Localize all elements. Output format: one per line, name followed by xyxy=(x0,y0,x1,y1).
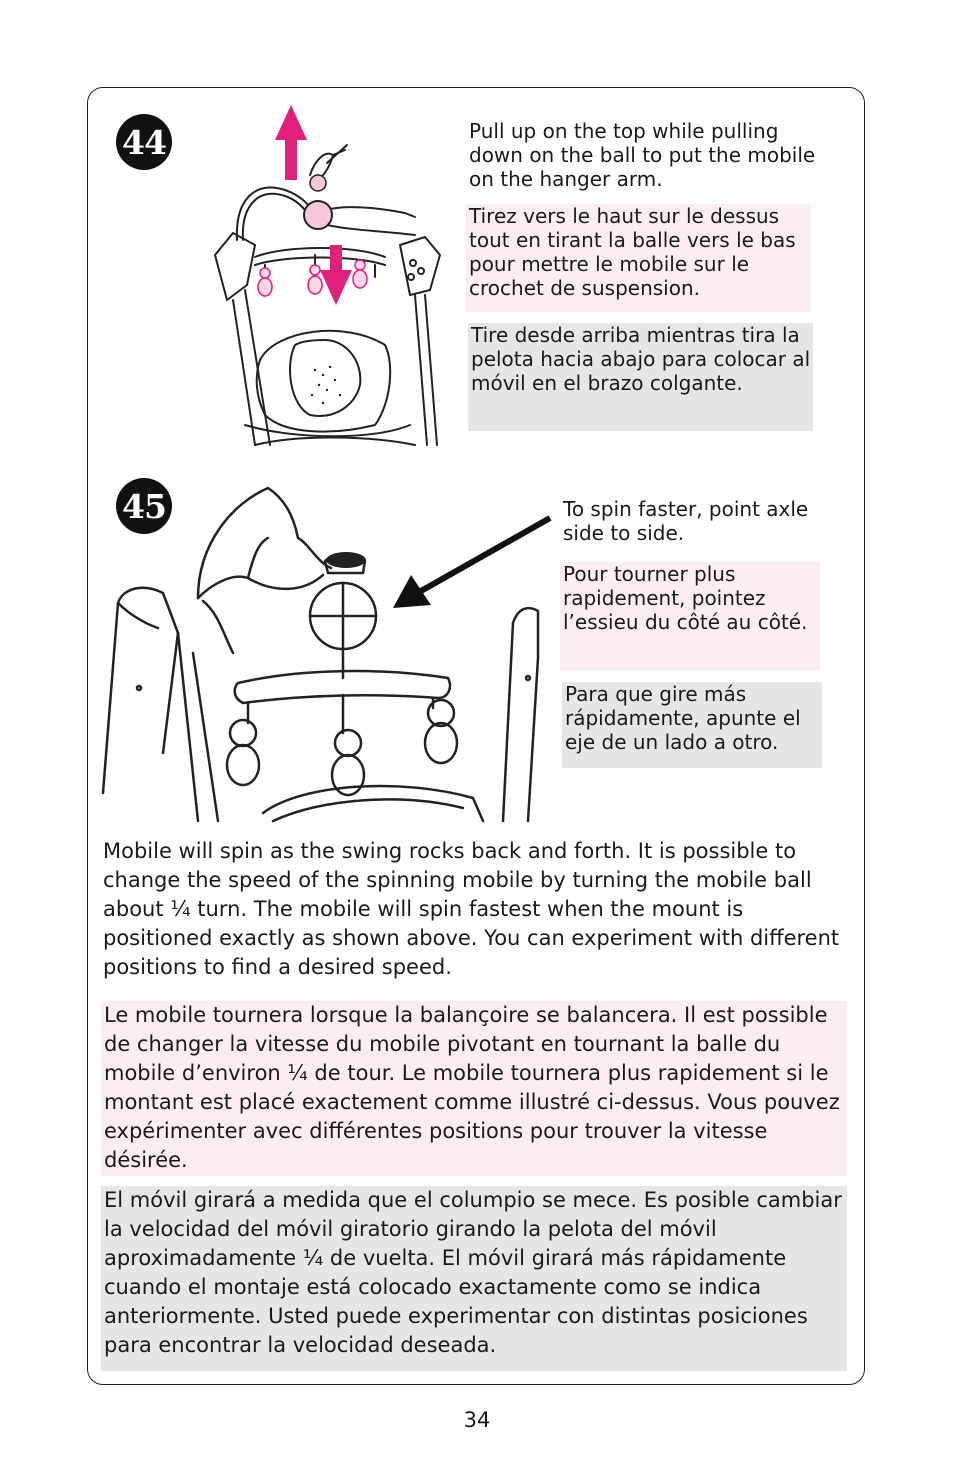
step-44-text-es: Tire desde arriba mientras tira la pelota hacia abajo para colocar al móvil en el brazo colgante. xyxy=(471,323,811,395)
step-44-text-en: Pull up on the top while pulling down on the ball to put the mobile on the hanger arm. xyxy=(469,119,816,191)
step-45-text-fr: Pour tourner plus rapidement, pointez l’essieu du côté au côté. xyxy=(563,562,808,634)
step-45-text-es-box xyxy=(562,682,822,768)
step-45-illustration xyxy=(103,483,553,821)
body-text-fr-box xyxy=(101,1001,847,1176)
step-45-text-fr-box xyxy=(560,562,820,670)
page-number: 34 xyxy=(463,1408,491,1432)
step-44-illustration xyxy=(215,105,445,445)
step-44-text-es-box xyxy=(468,323,813,431)
step-number: 45 xyxy=(122,486,166,526)
body-text-en: Mobile will spin as the swing rocks back and forth. It is possible to change the speed of the spinning mobile by turning the mobile ball about ¼ turn. The mobile will spin fastest when the mount is positioned exactly as shown above. You can experiment with different positions to find a desired speed. xyxy=(103,839,840,979)
body-text-es: El móvil girará a medida que el columpio se mece. Es posible cambiar la velocidad del móvil giratorio girando la pelota del móvil aproximadamente ¼ de vuelta. El móvil girará más rápidamente cuando el montaje está colocado exactamente como se indica anteriormente. Usted puede experimentar con distintas posiciones para encontrar la velocidad deseada. xyxy=(104,1188,842,1357)
body-text-fr: Le mobile tournera lorsque la balançoire se balancera. Il est possible de changer la vitesse du mobile pivotant en tournant la balle du mobile d’environ ¼ de tour. Le mobile tournera plus rapidement si le montant est placé exactement comme illustré ci-dessus. Vous pouvez expérimenter avec différentes positions pour trouver la vitesse désirée. xyxy=(104,1003,840,1172)
step-44-text-fr: Tirez vers le haut sur le dessus tout en tirant la balle vers le bas pour mettre le mobile sur le crochet de suspension. xyxy=(469,204,796,300)
step-number: 44 xyxy=(122,122,166,162)
body-text-es-box xyxy=(101,1186,847,1371)
step-45-text-en: To spin faster, point axle side to side. xyxy=(563,497,809,545)
step-45-text-es: Para que gire más rápidamente, apunte el eje de un lado a otro. xyxy=(565,682,801,754)
step-44-badge xyxy=(116,114,172,170)
step-44-text-fr-box xyxy=(466,204,811,312)
